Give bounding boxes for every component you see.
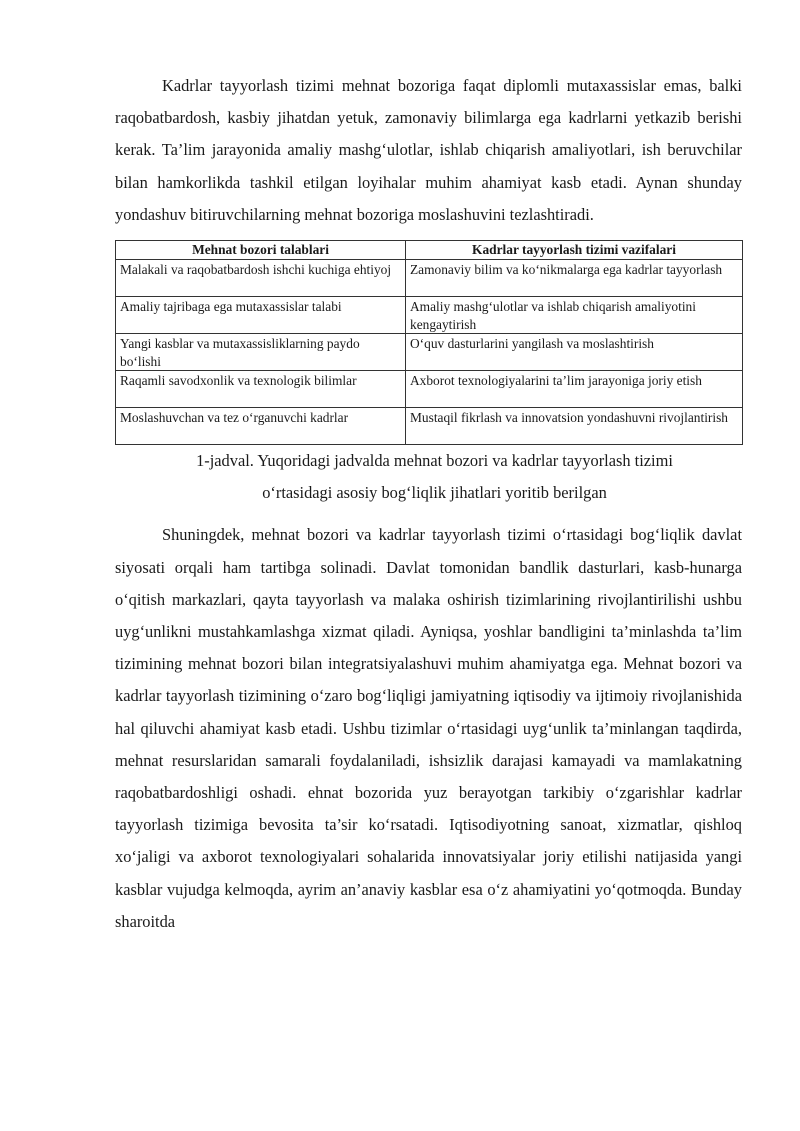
table-cell: Amaliy mashg‘ulotlar va ishlab chiqarish amaliyotini kengaytirish xyxy=(406,297,743,334)
table-cell: Axborot texnologiyalarini ta’lim jarayoniga joriy etish xyxy=(406,371,743,408)
table-cell: Zamonaviy bilim va ko‘nikmalarga ega kadrlar tayyorlash xyxy=(406,260,743,297)
table-row xyxy=(116,260,743,297)
table-cell: Yangi kasblar va mutaxassisliklarning paydo bo‘lishi xyxy=(116,334,406,371)
table-header-cell: Mehnat bozori talablari xyxy=(116,241,406,260)
table-row xyxy=(116,371,743,408)
caption-line: 1-jadval. Yuqoridagi jadvalda mehnat bozori va kadrlar tayyorlash tizimi xyxy=(196,451,673,471)
table-caption xyxy=(115,445,742,509)
paragraph-body: Shuningdek, mehnat bozori va kadrlar tayyorlash tizimi o‘rtasidagi bog‘liqlik davlat siyosati orqali ham tartibga solinadi. Davlat tomonidan bandlik dasturlari, kasb-hunarga o‘qitish markazlari, qayta tayyorlash va malaka oshirish tizimlarining rivojlantirilishi ushbu uyg‘unlikni mustahkamlashga xizmat qiladi. Ayniqsa, yoshlar bandligini ta’minlashda ta’lim tizimining mehnat bozori bilan integratsiyalashuvi muhim ahamiyatga ega. Mehnat bozori va kadrlar tayyorlash tizimining o‘zaro bog‘liqligi jamiyatning iqtisodiy va ijtimoiy rivojlanishida hal qiluvchi ahamiyat kasb etadi. Ushbu tizimlar o‘rtasidagi uyg‘unlik ta’minlangan taqdirda, mehnat resurslaridan samarali foydalaniladi, ishsizlik darajasi kamayadi va mamlakatning raqobatbardoshligi oshadi. ehnat bozorida yuz berayotgan tarkibiy o‘zgarishlar kadrlar tayyorlash tizimiga bevosita ta’sir ko‘rsatadi. Iqtisodiyotning sanoat, xizmatlar, qishloq xo‘jaligi va axborot texnologiyalari sohalarida innovatsiyalar joriy etilishi natijasida yangi kasblar vujudga kelmoqda, ayrim an’anaviy kasblar esa o‘z ahamiyatini yo‘qotmoqda. Bunday sharoitda xyxy=(115,525,742,931)
table-header-cell: Kadrlar tayyorlash tizimi vazifalari xyxy=(406,241,743,260)
caption-line: o‘rtasidagi asosiy bog‘liqlik jihatlari yoritib berilgan xyxy=(262,483,607,503)
table-cell: Raqamli savodxonlik va texnologik bilimlar xyxy=(116,371,406,408)
table-row xyxy=(116,297,743,334)
table-cell: Amaliy tajribaga ega mutaxassislar talabi xyxy=(116,297,406,334)
table-row xyxy=(116,334,743,371)
document-page xyxy=(115,70,742,938)
table-cell: O‘quv dasturlarini yangilash va moslashtirish xyxy=(406,334,743,371)
comparison-table xyxy=(115,240,743,445)
paragraph-intro: Kadrlar tayyorlash tizimi mehnat bozoriga faqat diplomli mutaxassislar emas, balki raqobatbardosh, kasbiy jihatdan yetuk, zamonaviy bilimlarga ega kadrlarni yetkazib berishi kerak. Ta’lim jarayonida amaliy mashg‘ulotlar, ishlab chiqarish amaliyotlari, ish beruvchilar bilan hamkorlikda tashkil etilgan loyihalar muhim ahamiyat kasb etadi. Aynan shunday yondashuv bitiruvchilarning mehnat bozoriga moslashuvini tezlashtiradi. xyxy=(115,76,742,224)
table-row xyxy=(116,408,743,445)
table-header-row xyxy=(116,241,743,260)
table-cell: Malakali va raqobatbardosh ishchi kuchiga ehtiyoj xyxy=(116,260,406,297)
table-cell: Moslashuvchan va tez o‘rganuvchi kadrlar xyxy=(116,408,406,445)
table-cell: Mustaqil fikrlash va innovatsion yondashuvni rivojlantirish xyxy=(406,408,743,445)
